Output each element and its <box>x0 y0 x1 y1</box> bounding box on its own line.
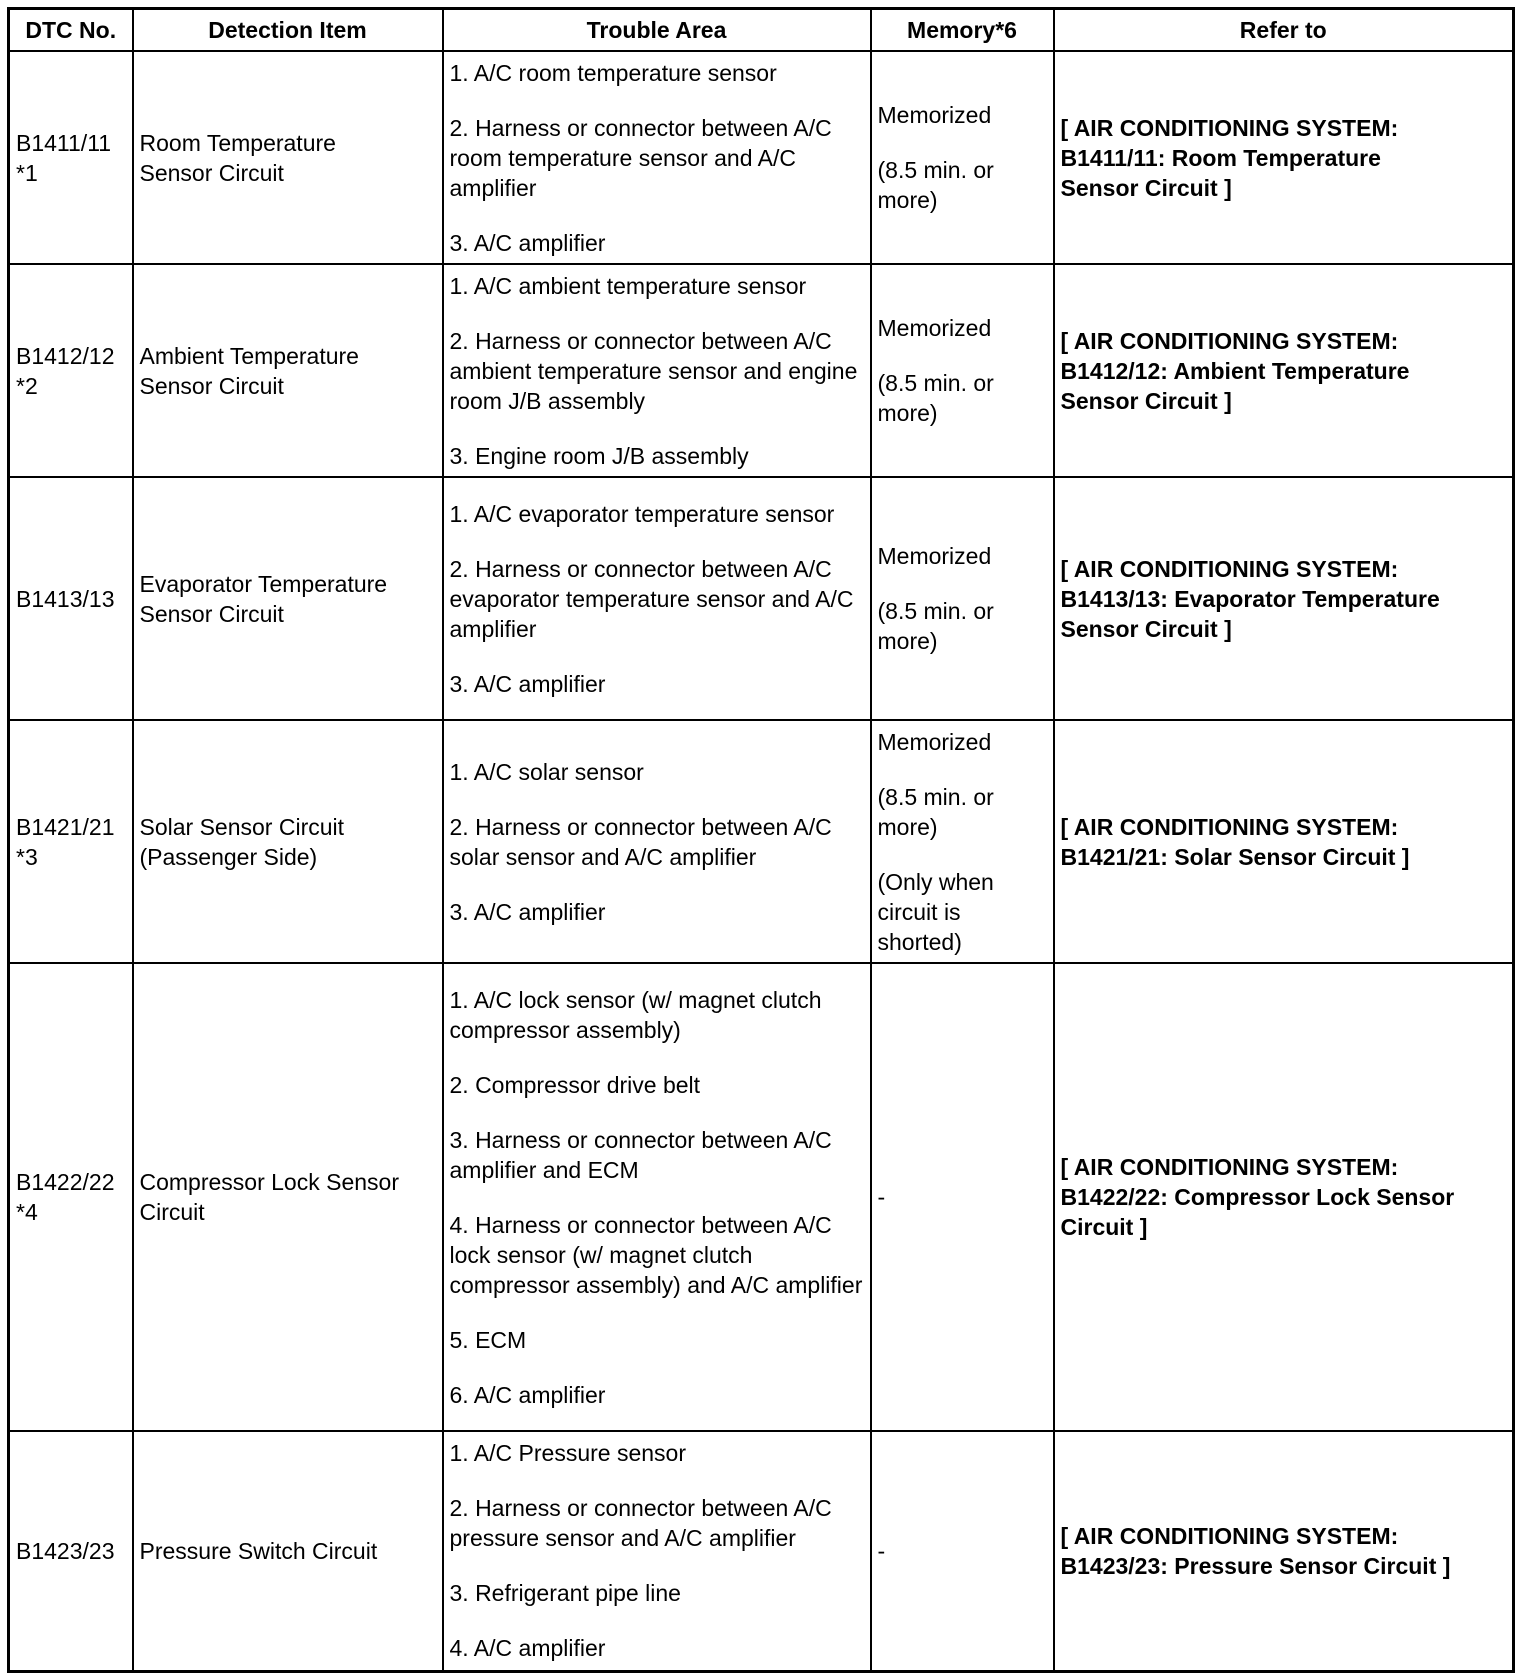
trouble-area-cell-item: 3. A/C amplifier <box>449 898 606 925</box>
memory-cell-item: (8.5 min. or more) <box>877 157 994 213</box>
dtc-number-cell-line: B1421/21 <box>16 813 115 840</box>
detection-item-cell-line: Compressor Lock Sensor <box>139 1169 399 1195</box>
trouble-area-cell <box>443 720 871 963</box>
trouble-area-cell-item: 1. A/C solar sensor <box>449 758 644 785</box>
trouble-area-cell-item: 2. Harness or connector between A/C ambient temperature sensor and engine room J/B assembly <box>449 327 858 414</box>
trouble-area-cell <box>443 963 871 1431</box>
memory-cell-item: Memorized <box>877 728 992 755</box>
refer-to-cell-line: [ AIR CONDITIONING SYSTEM: <box>1060 813 1399 840</box>
header-refer-to: Refer to <box>1054 9 1514 52</box>
memory-cell-item: Memorized <box>877 543 992 569</box>
trouble-area-cell-item: 1. A/C room temperature sensor <box>449 59 777 86</box>
memory-cell <box>871 720 1054 963</box>
detection-item-cell-line: Solar Sensor Circuit <box>139 813 345 840</box>
table-row <box>9 720 1514 963</box>
dtc-number-cell <box>9 720 133 963</box>
memory-cell <box>871 1431 1054 1671</box>
header-trouble-area: Trouble Area <box>443 9 871 52</box>
refer-to-cell-line: B1413/13: Evaporator Temperature <box>1060 585 1440 612</box>
dtc-number-cell-line: *4 <box>16 1199 38 1225</box>
detection-item-cell-line: Evaporator Temperature <box>139 570 388 597</box>
detection-item-cell <box>133 477 443 720</box>
refer-to-cell-line: [ AIR CONDITIONING SYSTEM: <box>1060 1522 1399 1549</box>
dtc-table <box>7 7 1515 1673</box>
trouble-area-cell-item: 2. Harness or connector between A/C room temperature sensor and A/C amplifier <box>449 114 832 201</box>
detection-item-cell-line: Sensor Circuit <box>139 372 284 399</box>
trouble-area-cell-item: 1. A/C lock sensor (w/ magnet clutch compressor assembly) <box>449 986 822 1043</box>
trouble-area-cell-item: 1. A/C ambient temperature sensor <box>449 272 807 299</box>
trouble-area-cell-item: 1. A/C evaporator temperature sensor <box>449 500 835 527</box>
table-body <box>9 51 1514 1671</box>
refer-to-cell <box>1054 477 1514 720</box>
detection-item-cell-line: Sensor Circuit <box>139 159 284 186</box>
refer-to-cell-line: [ AIR CONDITIONING SYSTEM: <box>1060 114 1399 141</box>
detection-item-cell-line: Ambient Temperature <box>139 342 359 369</box>
refer-to-cell <box>1054 1431 1514 1671</box>
refer-to-cell-line: Sensor Circuit ] <box>1060 174 1232 201</box>
table-row <box>9 1431 1514 1671</box>
refer-to-cell-line: B1422/22: Compressor Lock Sensor <box>1060 1184 1455 1210</box>
refer-to-cell <box>1054 51 1514 264</box>
trouble-area-cell-item: 5. ECM <box>449 1326 527 1353</box>
detection-item-cell <box>133 1431 443 1671</box>
refer-to-cell <box>1054 963 1514 1431</box>
dtc-number-cell <box>9 51 133 264</box>
refer-to-cell-line: B1421/21: Solar Sensor Circuit ] <box>1060 843 1410 870</box>
dtc-number-cell <box>9 264 133 477</box>
memory-cell-item: - <box>877 1184 886 1210</box>
refer-to-cell <box>1054 264 1514 477</box>
dtc-number-cell-line: B1412/12 <box>16 342 115 369</box>
trouble-area-cell-item: 4. A/C amplifier <box>449 1635 606 1662</box>
refer-to-cell-line: B1423/23: Pressure Sensor Circuit ] <box>1060 1552 1451 1579</box>
detection-item-cell <box>133 264 443 477</box>
trouble-area-cell-item: 3. Refrigerant pipe line <box>449 1580 681 1607</box>
trouble-area-cell-item: 3. Harness or connector between A/C amplifier and ECM <box>449 1126 832 1183</box>
refer-to-cell-line: Sensor Circuit ] <box>1060 615 1232 642</box>
dtc-number-cell-line: B1411/11 <box>16 129 112 156</box>
trouble-area-cell-item: 6. A/C amplifier <box>449 1381 606 1408</box>
detection-item-cell-line: (Passenger Side) <box>139 843 318 870</box>
dtc-number-cell-line: *3 <box>16 843 38 870</box>
detection-item-cell-line: Room Temperature <box>139 129 336 156</box>
refer-to-cell-line: B1412/12: Ambient Temperature <box>1060 357 1410 384</box>
dtc-number-cell <box>9 1431 133 1671</box>
memory-cell-item: (8.5 min. or more) <box>877 598 994 654</box>
detection-item-cell <box>133 963 443 1431</box>
trouble-area-cell-item: 3. A/C amplifier <box>449 670 606 697</box>
refer-to-cell-line: Sensor Circuit ] <box>1060 387 1232 414</box>
header-memory: Memory*6 <box>871 9 1054 52</box>
table-row <box>9 264 1514 477</box>
table-header-row <box>9 9 1514 52</box>
memory-cell <box>871 264 1054 477</box>
header-detection-item: Detection Item <box>133 9 443 52</box>
detection-item-cell <box>133 720 443 963</box>
refer-to-cell-line: [ AIR CONDITIONING SYSTEM: <box>1060 555 1399 582</box>
dtc-number-cell-line: *1 <box>16 159 38 186</box>
trouble-area-cell-item: 3. A/C amplifier <box>449 229 606 256</box>
dtc-number-cell-line: *2 <box>16 372 38 399</box>
memory-cell <box>871 51 1054 264</box>
detection-item-cell-line: Sensor Circuit <box>139 600 284 627</box>
memory-cell-item: (Only when circuit is shorted) <box>877 868 994 955</box>
dtc-number-cell <box>9 963 133 1431</box>
table-row <box>9 477 1514 720</box>
refer-to-cell-line: Circuit ] <box>1060 1214 1148 1240</box>
trouble-area-cell-item: 2. Harness or connector between A/C evaporator temperature sensor and A/C amplifier <box>449 555 854 642</box>
detection-item-cell <box>133 51 443 264</box>
detection-item-cell-line: Pressure Switch Circuit <box>139 1537 378 1564</box>
memory-cell-item: Memorized <box>877 315 992 341</box>
trouble-area-cell <box>443 1431 871 1671</box>
trouble-area-cell-item: 2. Harness or connector between A/C pressure sensor and A/C amplifier <box>449 1495 832 1552</box>
header-dtc-no: DTC No. <box>9 9 133 52</box>
trouble-area-cell-item: 1. A/C Pressure sensor <box>449 1440 686 1467</box>
trouble-area-cell-item: 3. Engine room J/B assembly <box>449 442 749 469</box>
memory-cell-item: (8.5 min. or more) <box>877 783 994 840</box>
trouble-area-cell-item: 2. Harness or connector between A/C solar sensor and A/C amplifier <box>449 813 832 870</box>
memory-cell-item: - <box>877 1537 886 1564</box>
dtc-number-cell-line: B1423/23 <box>16 1537 115 1564</box>
trouble-area-cell <box>443 51 871 264</box>
memory-cell <box>871 963 1054 1431</box>
trouble-area-cell <box>443 264 871 477</box>
dtc-number-cell <box>9 477 133 720</box>
table-row <box>9 51 1514 264</box>
trouble-area-cell-item: 4. Harness or connector between A/C lock sensor (w/ magnet clutch compressor assembly) and A/C amplifier <box>449 1211 863 1298</box>
dtc-number-cell-line: B1413/13 <box>16 585 115 612</box>
refer-to-cell-line: [ AIR CONDITIONING SYSTEM: <box>1060 327 1399 354</box>
memory-cell <box>871 477 1054 720</box>
trouble-area-cell <box>443 477 871 720</box>
detection-item-cell-line: Circuit <box>139 1199 205 1225</box>
table-row <box>9 963 1514 1431</box>
dtc-number-cell-line: B1422/22 <box>16 1169 115 1195</box>
memory-cell-item: Memorized <box>877 102 992 128</box>
memory-cell-item: (8.5 min. or more) <box>877 370 994 426</box>
trouble-area-cell-item: 2. Compressor drive belt <box>449 1071 701 1098</box>
refer-to-cell-line: [ AIR CONDITIONING SYSTEM: <box>1060 1154 1399 1180</box>
refer-to-cell <box>1054 720 1514 963</box>
refer-to-cell-line: B1411/11: Room Temperature <box>1060 144 1381 171</box>
